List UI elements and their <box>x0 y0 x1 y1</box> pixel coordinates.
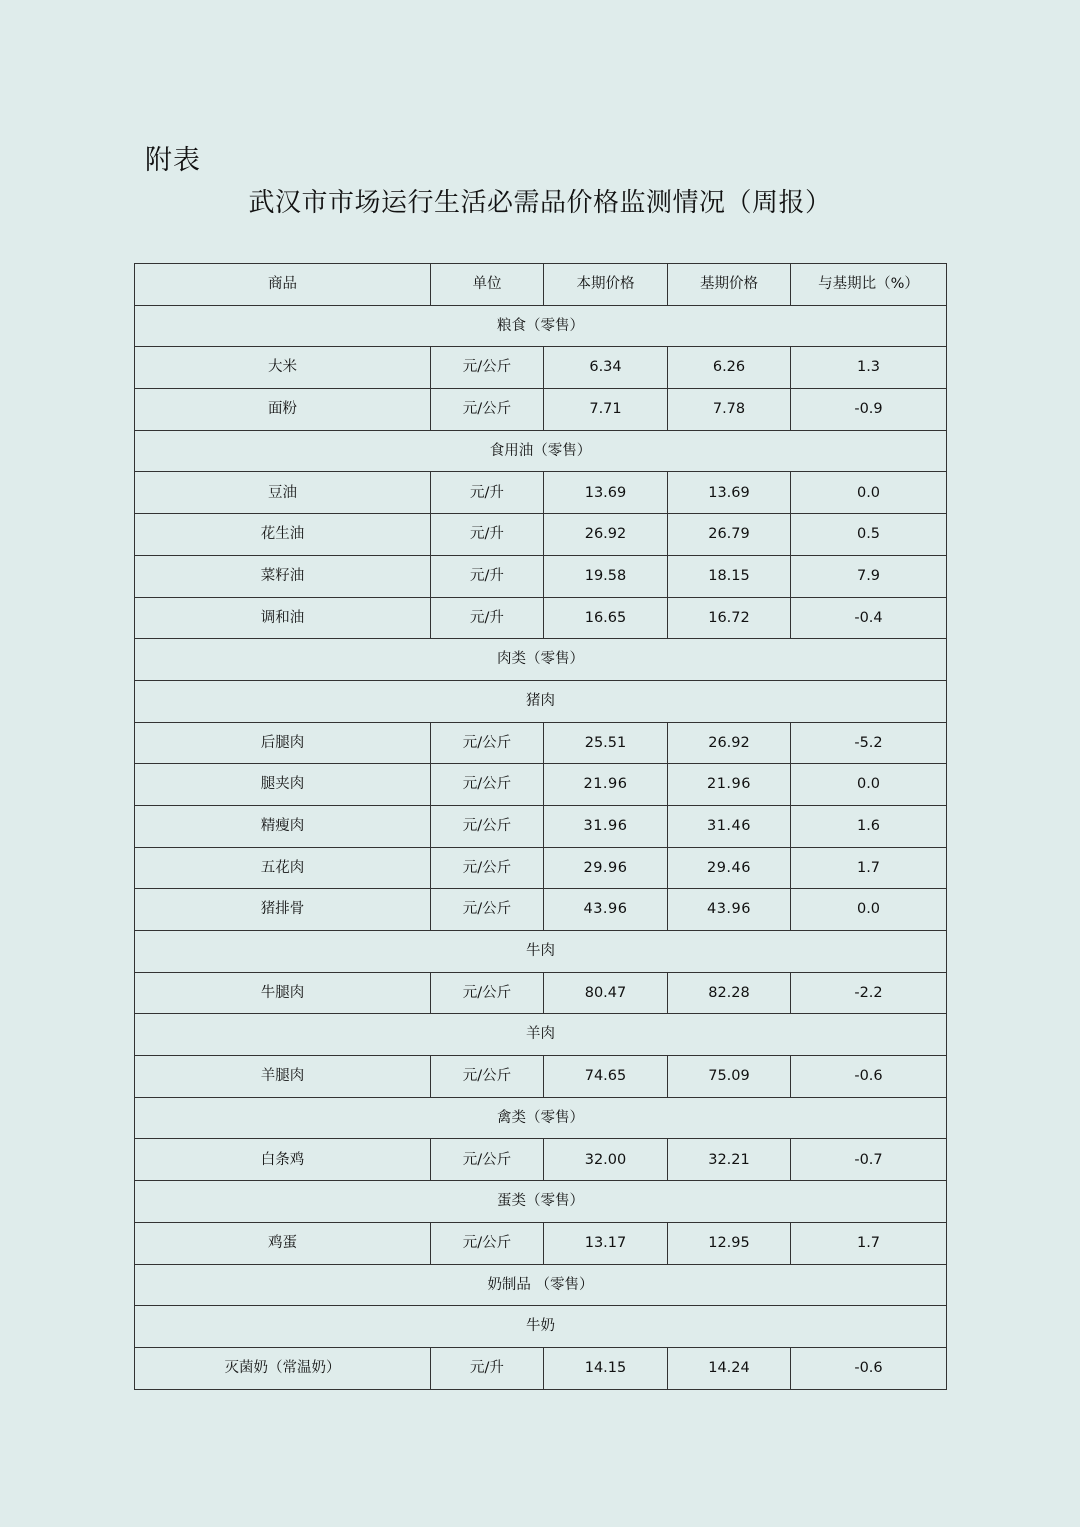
base-price-cell: 31.46 <box>668 805 791 847</box>
unit-cell: 元/公斤 <box>431 972 544 1014</box>
base-price-cell: 18.15 <box>668 555 791 597</box>
base-price-cell: 12.95 <box>668 1222 791 1264</box>
appendix-label: 附表 <box>145 145 201 176</box>
category-label: 食用油（零售） <box>135 430 947 472</box>
change-percent-cell: 1.6 <box>791 805 947 847</box>
unit-cell: 元/升 <box>431 555 544 597</box>
change-percent-cell: -0.6 <box>791 1347 947 1389</box>
table-row <box>135 472 947 514</box>
table-row <box>135 555 947 597</box>
table-header-row <box>135 264 947 306</box>
category-row <box>135 1264 947 1306</box>
base-price-cell: 75.09 <box>668 1056 791 1098</box>
change-percent-cell: 0.0 <box>791 472 947 514</box>
commodity-name: 灭菌奶（常温奶） <box>135 1347 431 1389</box>
table-row <box>135 1139 947 1181</box>
category-row <box>135 305 947 347</box>
change-percent-cell: -0.6 <box>791 1056 947 1098</box>
commodity-name: 花生油 <box>135 514 431 556</box>
table-row <box>135 597 947 639</box>
category-label: 粮食（零售） <box>135 305 947 347</box>
unit-cell: 元/公斤 <box>431 889 544 931</box>
category-row <box>135 1014 947 1056</box>
unit-cell: 元/公斤 <box>431 1222 544 1264</box>
commodity-name: 大米 <box>135 347 431 389</box>
commodity-name: 鸡蛋 <box>135 1222 431 1264</box>
change-percent-cell: 0.5 <box>791 514 947 556</box>
change-percent-cell: 0.0 <box>791 889 947 931</box>
change-percent-cell: 1.7 <box>791 1222 947 1264</box>
category-row <box>135 430 947 472</box>
category-row <box>135 1306 947 1348</box>
table-row <box>135 1056 947 1098</box>
header-current-price: 本期价格 <box>544 264 668 306</box>
base-price-cell: 43.96 <box>668 889 791 931</box>
commodity-name: 后腿肉 <box>135 722 431 764</box>
current-price-cell: 21.96 <box>544 764 668 806</box>
current-price-cell: 31.96 <box>544 805 668 847</box>
header-unit: 单位 <box>431 264 544 306</box>
base-price-cell: 16.72 <box>668 597 791 639</box>
category-label: 蛋类（零售） <box>135 1181 947 1223</box>
category-row <box>135 1097 947 1139</box>
category-label: 羊肉 <box>135 1014 947 1056</box>
header-commodity: 商品 <box>135 264 431 306</box>
category-label: 牛奶 <box>135 1306 947 1348</box>
unit-cell: 元/公斤 <box>431 347 544 389</box>
commodity-name: 面粉 <box>135 389 431 431</box>
table-row <box>135 389 947 431</box>
current-price-cell: 74.65 <box>544 1056 668 1098</box>
table-row <box>135 764 947 806</box>
category-row <box>135 680 947 722</box>
current-price-cell: 29.96 <box>544 847 668 889</box>
current-price-cell: 19.58 <box>544 555 668 597</box>
table-row <box>135 805 947 847</box>
unit-cell: 元/升 <box>431 514 544 556</box>
commodity-name: 精瘦肉 <box>135 805 431 847</box>
change-percent-cell: -2.2 <box>791 972 947 1014</box>
category-row <box>135 1181 947 1223</box>
category-label: 猪肉 <box>135 680 947 722</box>
category-row <box>135 639 947 681</box>
commodity-name: 白条鸡 <box>135 1139 431 1181</box>
change-percent-cell: 1.7 <box>791 847 947 889</box>
table-row <box>135 347 947 389</box>
change-percent-cell: 1.3 <box>791 347 947 389</box>
unit-cell: 元/公斤 <box>431 1056 544 1098</box>
unit-cell: 元/公斤 <box>431 722 544 764</box>
change-percent-cell: 7.9 <box>791 555 947 597</box>
commodity-name: 五花肉 <box>135 847 431 889</box>
unit-cell: 元/升 <box>431 597 544 639</box>
current-price-cell: 16.65 <box>544 597 668 639</box>
page-title: 武汉市市场运行生活必需品价格监测情况（周报） <box>248 188 832 218</box>
table-row <box>135 1222 947 1264</box>
price-monitoring-table <box>134 263 947 1390</box>
category-label: 奶制品 （零售） <box>135 1264 947 1306</box>
current-price-cell: 14.15 <box>544 1347 668 1389</box>
change-percent-cell: -0.7 <box>791 1139 947 1181</box>
base-price-cell: 13.69 <box>668 472 791 514</box>
current-price-cell: 43.96 <box>544 889 668 931</box>
category-label: 牛肉 <box>135 931 947 973</box>
current-price-cell: 13.69 <box>544 472 668 514</box>
commodity-name: 调和油 <box>135 597 431 639</box>
base-price-cell: 6.26 <box>668 347 791 389</box>
base-price-cell: 32.21 <box>668 1139 791 1181</box>
category-label: 禽类（零售） <box>135 1097 947 1139</box>
table-row <box>135 514 947 556</box>
commodity-name: 豆油 <box>135 472 431 514</box>
commodity-name: 菜籽油 <box>135 555 431 597</box>
base-price-cell: 21.96 <box>668 764 791 806</box>
change-percent-cell: -5.2 <box>791 722 947 764</box>
current-price-cell: 26.92 <box>544 514 668 556</box>
unit-cell: 元/公斤 <box>431 805 544 847</box>
current-price-cell: 13.17 <box>544 1222 668 1264</box>
current-price-cell: 7.71 <box>544 389 668 431</box>
unit-cell: 元/公斤 <box>431 847 544 889</box>
base-price-cell: 26.79 <box>668 514 791 556</box>
table-row <box>135 847 947 889</box>
current-price-cell: 6.34 <box>544 347 668 389</box>
commodity-name: 羊腿肉 <box>135 1056 431 1098</box>
current-price-cell: 25.51 <box>544 722 668 764</box>
unit-cell: 元/升 <box>431 1347 544 1389</box>
unit-cell: 元/公斤 <box>431 764 544 806</box>
commodity-name: 腿夹肉 <box>135 764 431 806</box>
commodity-name: 牛腿肉 <box>135 972 431 1014</box>
change-percent-cell: 0.0 <box>791 764 947 806</box>
unit-cell: 元/升 <box>431 472 544 514</box>
table-row <box>135 722 947 764</box>
header-base-price: 基期价格 <box>668 264 791 306</box>
change-percent-cell: -0.9 <box>791 389 947 431</box>
change-percent-cell: -0.4 <box>791 597 947 639</box>
base-price-cell: 14.24 <box>668 1347 791 1389</box>
commodity-name: 猪排骨 <box>135 889 431 931</box>
current-price-cell: 32.00 <box>544 1139 668 1181</box>
base-price-cell: 7.78 <box>668 389 791 431</box>
table-row <box>135 1347 947 1389</box>
unit-cell: 元/公斤 <box>431 389 544 431</box>
table-row <box>135 972 947 1014</box>
base-price-cell: 26.92 <box>668 722 791 764</box>
category-row <box>135 931 947 973</box>
current-price-cell: 80.47 <box>544 972 668 1014</box>
base-price-cell: 82.28 <box>668 972 791 1014</box>
unit-cell: 元/公斤 <box>431 1139 544 1181</box>
base-price-cell: 29.46 <box>668 847 791 889</box>
header-change-percent: 与基期比（%） <box>791 264 947 306</box>
category-label: 肉类（零售） <box>135 639 947 681</box>
table-row <box>135 889 947 931</box>
